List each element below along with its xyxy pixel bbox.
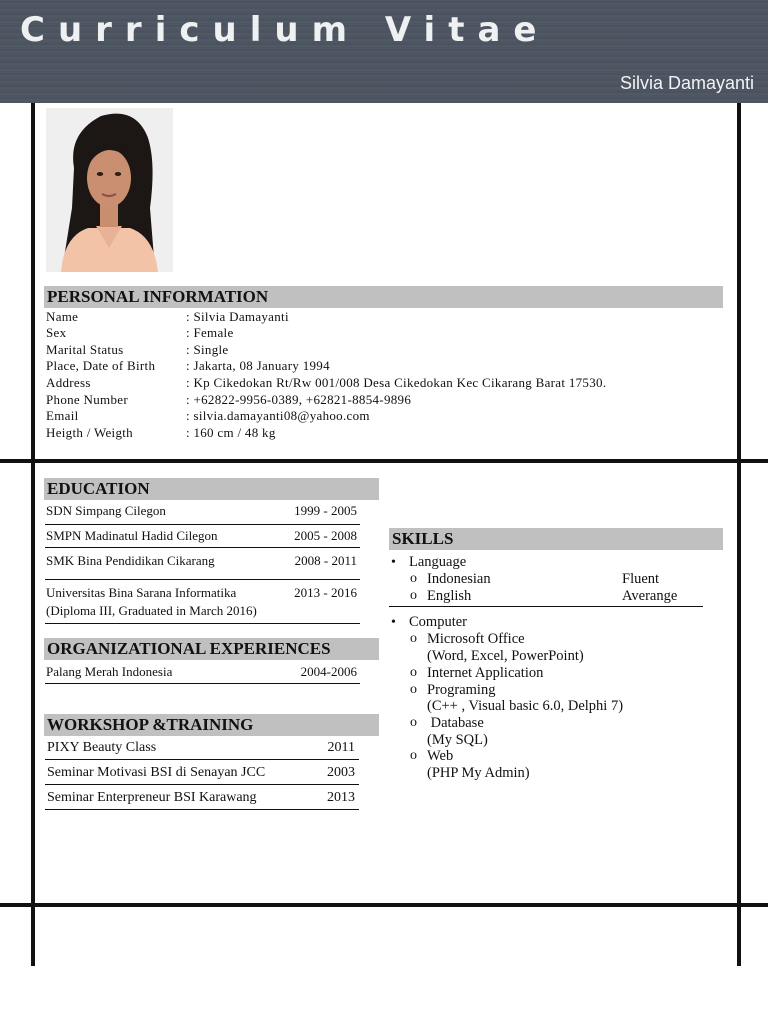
pi-row-email: [46, 408, 370, 424]
pi-label: Place, Date of Birth: [46, 358, 156, 373]
pi-row-address: [46, 375, 606, 391]
workshop-name: PIXY Beauty Class: [47, 740, 157, 755]
education-note: (Diploma III, Graduated in March 2016): [46, 603, 257, 618]
language-name: Indonesian: [427, 571, 491, 587]
organizational-heading: ORGANIZATIONAL EXPERIENCES: [44, 638, 379, 660]
computer-skill-name: Database: [427, 715, 484, 731]
workshop-name: Seminar Enterpreneur BSI Karawang: [47, 790, 257, 805]
education-years: 2013 - 2016: [294, 585, 357, 600]
skills-heading: SKILLS: [389, 528, 723, 550]
education-item: [46, 553, 360, 569]
sub-bullet-icon: o: [410, 665, 417, 680]
pi-value: : Single: [186, 342, 229, 357]
divider-line: [389, 606, 703, 607]
pi-value: : Jakarta, 08 January 1994: [186, 358, 330, 373]
pi-row-marital-status: [46, 342, 229, 358]
pi-value: : 160 cm / 48 kg: [186, 425, 276, 440]
frame-right-line: [737, 103, 741, 966]
pi-value: : +62822-9956-0389, +62821-8854-9896: [186, 392, 412, 407]
pi-label: Phone Number: [46, 392, 128, 407]
computer-skill-name: Microsoft Office: [427, 631, 525, 647]
education-school: SMK Bina Pendidikan Cikarang: [46, 553, 215, 568]
computer-skill-detail: (Word, Excel, PowerPoint): [427, 648, 584, 664]
education-item: [46, 585, 360, 601]
pi-row-phone: [46, 392, 411, 408]
sub-bullet-icon: o: [410, 748, 417, 763]
profile-photo: [46, 108, 173, 272]
pi-value: : Female: [186, 325, 234, 340]
pi-row-birth: [46, 358, 330, 374]
computer-skill-detail: (My SQL): [427, 732, 488, 748]
pi-value: : Kp Cikedokan Rt/Rw 001/008 Desa Cikedokan Kec Cikarang Barat 17530.: [186, 375, 607, 390]
divider-line: [45, 784, 359, 785]
pi-row-sex: [46, 325, 234, 341]
computer-skill-name: Internet Application: [427, 665, 544, 681]
sub-bullet-icon: o: [410, 571, 417, 586]
bullet-icon: •: [391, 555, 396, 570]
education-years: 2008 - 2011: [294, 553, 357, 568]
skill-language-label: Language: [409, 554, 467, 570]
divider-line: [45, 579, 360, 580]
computer-skill-detail: (PHP My Admin): [427, 765, 530, 781]
pi-row-name: [46, 309, 289, 325]
pi-value: : Silvia Damayanti: [186, 309, 289, 324]
divider-line: [45, 547, 360, 548]
workshop-year: 2011: [327, 740, 355, 755]
frame-left-line: [31, 103, 35, 966]
pi-label: Sex: [46, 325, 67, 340]
divider-line: [45, 759, 359, 760]
portrait-image: [46, 108, 173, 272]
pi-label: Heigth / Weigth: [46, 425, 133, 440]
language-level: Fluent: [622, 571, 660, 587]
sub-bullet-icon: o: [410, 715, 417, 730]
education-item: [46, 528, 360, 544]
education-years: 2005 - 2008: [294, 528, 357, 543]
header-banner: [0, 0, 768, 103]
pi-label: Name: [46, 309, 79, 324]
computer-skill-detail: (C++ , Visual basic 6.0, Delphi 7): [427, 698, 624, 714]
organization-name: Palang Merah Indonesia: [46, 664, 173, 679]
computer-skill-name: Programing: [427, 682, 496, 698]
header-person-name: Silvia Damayanti: [619, 73, 754, 93]
organization-item: [46, 664, 360, 680]
workshop-item: [47, 765, 357, 781]
page-title: Curriculum Vitae: [20, 10, 550, 50]
language-level: Averange: [622, 588, 678, 604]
bullet-icon: •: [391, 615, 396, 630]
divider-line: [45, 809, 359, 810]
education-school: SDN Simpang Cilegon: [46, 503, 166, 518]
education-school: SMPN Madinatul Hadid Cilegon: [46, 528, 218, 543]
education-school: Universitas Bina Sarana Informatika: [46, 585, 237, 600]
workshop-year: 2003: [327, 765, 355, 780]
education-years: 1999 - 2005: [294, 503, 357, 518]
sub-bullet-icon: o: [410, 631, 417, 646]
frame-divider-top: [0, 459, 768, 463]
personal-info-heading: PERSONAL INFORMATION: [44, 286, 723, 308]
pi-value: : silvia.damayanti08@yahoo.com: [186, 408, 370, 423]
education-item: [46, 503, 360, 519]
workshop-year: 2013: [327, 790, 355, 805]
frame-divider-bottom: [0, 903, 768, 907]
skill-computer-label: Computer: [409, 614, 467, 630]
workshop-heading: WORKSHOP &TRAINING: [44, 714, 379, 736]
sub-bullet-icon: o: [410, 682, 417, 697]
divider-line: [45, 524, 360, 525]
divider-line: [45, 683, 360, 684]
education-heading: EDUCATION: [44, 478, 379, 500]
pi-row-height-weight: [46, 425, 276, 441]
workshop-item: [47, 740, 357, 756]
divider-line: [45, 623, 360, 624]
workshop-item: [47, 790, 357, 806]
organization-years: 2004-2006: [300, 664, 357, 679]
pi-label: Address: [46, 375, 91, 390]
pi-label: Marital Status: [46, 342, 124, 357]
pi-label: Email: [46, 408, 79, 423]
sub-bullet-icon: o: [410, 588, 417, 603]
language-name: English: [427, 588, 472, 604]
computer-skill-name: Web: [427, 748, 454, 764]
workshop-name: Seminar Motivasi BSI di Senayan JCC: [47, 765, 266, 780]
